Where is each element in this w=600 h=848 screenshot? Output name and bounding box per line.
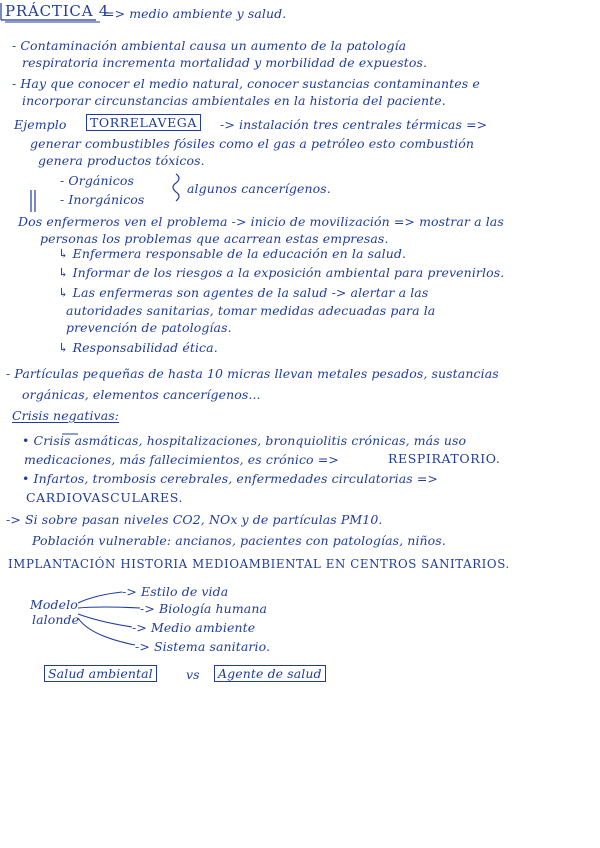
note-line: ↳ Las enfermeras son agentes de la salud -> alertar a las xyxy=(58,285,429,300)
model-item: -> Biología humana xyxy=(140,601,268,616)
model-item: -> Estilo de vida xyxy=(122,584,229,599)
vs-label: vs xyxy=(186,667,200,682)
section-heading: IMPLANTACIÓN HISTORIA MEDIOAMBIENTAL EN CENTROS SANITARIOS. xyxy=(8,557,510,571)
note-line: • Crisis asmáticas, hospitalizaciones, bronquiolitis crónicas, más uso xyxy=(22,433,467,448)
model-label: Modelo xyxy=(30,597,78,612)
note-line: autoridades sanitarias, tomar medidas adecuadas para la xyxy=(66,303,436,318)
note-line: - Partículas pequeñas de hasta 10 micras llevan metales pesados, sustancias xyxy=(6,366,499,381)
note-line: -> Si sobre pasan niveles CO2, NOx y de partículas PM10. xyxy=(6,512,383,527)
boxed-term: Agente de salud xyxy=(214,665,326,682)
note-line: Población vulnerable: ancianos, pacientes con patologías, niños. xyxy=(32,533,446,548)
note-line: respiratoria incrementa mortalidad y morbilidad de expuestos. xyxy=(22,55,428,70)
example-label: Ejemplo xyxy=(14,117,67,132)
brace-note: algunos cancerígenos. xyxy=(187,181,331,196)
note-line: generar combustibles fósiles como el gas a petróleo esto combustión xyxy=(30,136,475,151)
note-emphasis: CARDIOVASCULARES. xyxy=(26,490,184,505)
list-item: - Orgánicos xyxy=(60,173,134,188)
note-line: - Hay que conocer el medio natural, conocer sustancias contaminantes e xyxy=(12,76,480,91)
list-item: - Inorgánicos xyxy=(60,192,145,207)
note-line: personas los problemas que acarrean estas empresas. xyxy=(40,231,389,246)
note-line: incorporar circunstancias ambientales en la historia del paciente. xyxy=(22,93,446,108)
note-line: ↳ Informar de los riesgos a la exposición ambiental para prevenirlos. xyxy=(58,265,505,280)
note-line: ↳ Responsabilidad ética. xyxy=(58,340,218,355)
note-emphasis: RESPIRATORIO. xyxy=(388,451,501,466)
page-title: PRÁCTICA 4 xyxy=(5,2,110,20)
note-line: ↳ Enfermera responsable de la educación en la salud. xyxy=(58,246,407,261)
note-line: orgánicas, elementos cancerígenos... xyxy=(22,387,261,402)
note-line: genera productos tóxicos. xyxy=(38,153,205,168)
note-line: • Infartos, trombosis cerebrales, enfermedades circulatorias => xyxy=(22,471,438,486)
page-subtitle: => medio ambiente y salud. xyxy=(104,6,287,21)
example-box: TORRELAVEGA xyxy=(86,114,201,131)
note-line: medicaciones, más fallecimientos, es crónico => xyxy=(24,452,339,467)
note-line: Dos enfermeros ven el problema -> inicio de movilización => mostrar a las xyxy=(18,214,504,229)
section-heading: Crisis negativas: xyxy=(12,408,120,423)
model-item: -> Sistema sanitario. xyxy=(135,639,271,654)
note-line: prevención de patologías. xyxy=(66,320,232,335)
model-item: -> Medio ambiente xyxy=(132,620,256,635)
model-label: lalonde xyxy=(32,612,80,627)
note-line: -> instalación tres centrales térmicas => xyxy=(220,117,488,132)
note-line: - Contaminación ambiental causa un aumento de la patología xyxy=(12,38,407,53)
boxed-term: Salud ambiental xyxy=(44,665,157,682)
